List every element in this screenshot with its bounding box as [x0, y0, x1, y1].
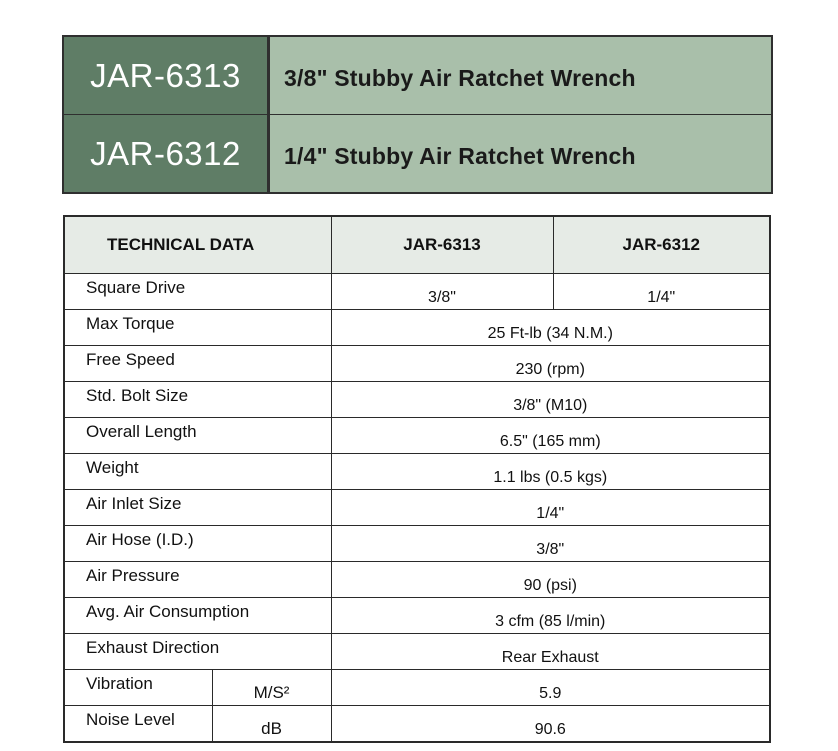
- row-label: Exhaust Direction: [64, 634, 331, 670]
- model-row: [64, 37, 771, 114]
- header-technical-data: TECHNICAL DATA: [64, 216, 331, 274]
- row-value: 3/8": [331, 274, 553, 310]
- row-label: Vibration: [64, 670, 212, 706]
- row-label: Square Drive: [64, 274, 331, 310]
- row-unit: M/S²: [212, 670, 331, 706]
- table-row-square-drive: [64, 274, 770, 310]
- row-label: Free Speed: [64, 346, 331, 382]
- model-code: JAR-6312: [64, 115, 267, 192]
- row-value: 90.6: [331, 706, 770, 743]
- table-row: [64, 526, 770, 562]
- row-value: Rear Exhaust: [331, 634, 770, 670]
- table-row: [64, 598, 770, 634]
- model-name: 1/4" Stubby Air Ratchet Wrench: [270, 115, 771, 192]
- row-unit: dB: [212, 706, 331, 743]
- model-name: 3/8" Stubby Air Ratchet Wrench: [270, 37, 771, 114]
- row-label: Air Inlet Size: [64, 490, 331, 526]
- row-value: 3/8" (M10): [331, 382, 770, 418]
- row-label: Weight: [64, 454, 331, 490]
- table-row: [64, 382, 770, 418]
- table-row: [64, 454, 770, 490]
- row-value: 25 Ft-lb (34 N.M.): [331, 310, 770, 346]
- table-row-noise: [64, 706, 770, 743]
- table-row: [64, 310, 770, 346]
- row-value: 1.1 lbs (0.5 kgs): [331, 454, 770, 490]
- table-row: [64, 634, 770, 670]
- row-label: Std. Bolt Size: [64, 382, 331, 418]
- header-model-6312: JAR-6312: [553, 216, 770, 274]
- model-header-block: [62, 35, 773, 194]
- technical-data-table: [63, 215, 771, 743]
- row-label: Avg. Air Consumption: [64, 598, 331, 634]
- table-header-row: [64, 216, 770, 274]
- row-value: 3/8": [331, 526, 770, 562]
- header-model-6313: JAR-6313: [331, 216, 553, 274]
- row-value: 6.5" (165 mm): [331, 418, 770, 454]
- table-row: [64, 490, 770, 526]
- row-value: 90 (psi): [331, 562, 770, 598]
- row-value: 230 (rpm): [331, 346, 770, 382]
- row-label: Overall Length: [64, 418, 331, 454]
- table-row: [64, 418, 770, 454]
- row-value: 1/4": [331, 490, 770, 526]
- row-label: Noise Level: [64, 706, 212, 743]
- model-row: [64, 115, 771, 192]
- model-code: JAR-6313: [64, 37, 267, 114]
- row-value: 1/4": [553, 274, 770, 310]
- row-label: Air Hose (I.D.): [64, 526, 331, 562]
- row-label: Max Torque: [64, 310, 331, 346]
- row-value: 3 cfm (85 l/min): [331, 598, 770, 634]
- table-row-vibration: [64, 670, 770, 706]
- table-row: [64, 562, 770, 598]
- row-label: Air Pressure: [64, 562, 331, 598]
- row-value: 5.9: [331, 670, 770, 706]
- table-row: [64, 346, 770, 382]
